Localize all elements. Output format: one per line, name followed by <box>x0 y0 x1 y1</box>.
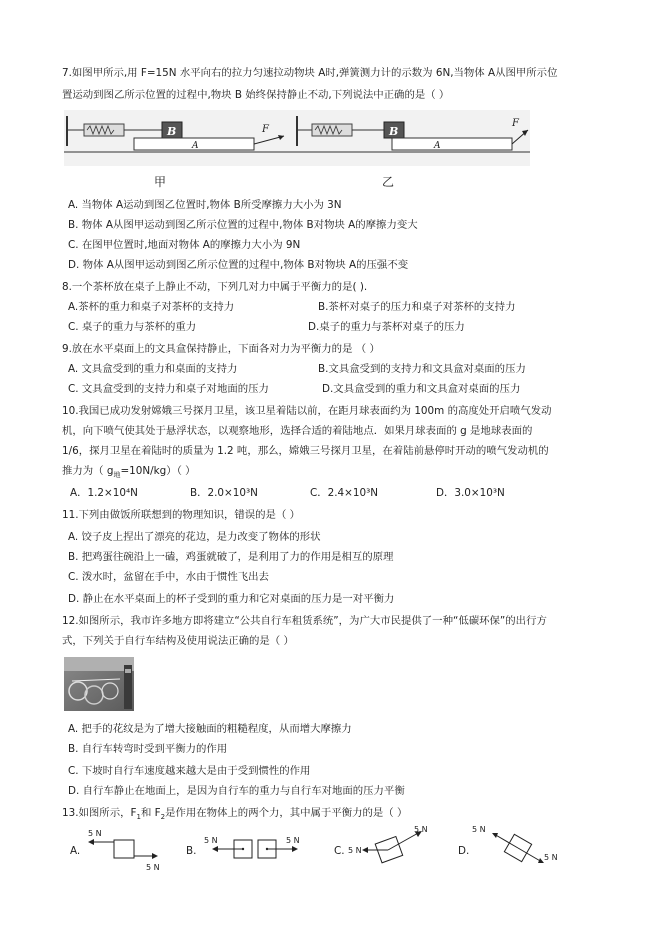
q10-stem-line1: 10.我国已成功发射嫦娥三号探月卫星，该卫星着陆以前，在距月球表面约为 100m 的高度处开启喷气发动 <box>62 405 552 417</box>
q7-stem-line1: 7.如图甲所示,用 F=15N 水平向右的拉力匀速拉动物块 A时,弹簧测力计的示数为 6N,当物体 A从图甲所示位 <box>62 67 558 79</box>
q13-d-label-right: 5 N <box>544 853 558 862</box>
q11-stem: 11.下列由做饭所联想到的物理知识，错误的是（ ） <box>62 509 301 521</box>
q8-option-c[interactable]: C. 桌子的重力与茶杯的重力 <box>68 321 197 333</box>
q13-option-b-diagram[interactable] <box>200 826 310 866</box>
q13-stem-sub1: 1 <box>136 813 141 822</box>
q13-c-label-right: 5 N <box>414 825 428 834</box>
q12-option-a[interactable]: A. 把手的花纹是为了增大接触面的粗糙程度，从而增大摩擦力 <box>68 723 352 735</box>
q7-figure <box>62 110 530 192</box>
q11-option-c[interactable]: C. 泼水时，盆留在手中，水由于惯性飞出去 <box>68 571 269 583</box>
q13-b-label-right: 5 N <box>286 836 300 845</box>
q13-option-c-letter[interactable]: C. <box>334 845 345 857</box>
q7-option-b[interactable]: B. 物体 A从图甲运动到图乙所示位置的过程中,物体 B对物块 A的摩擦力变大 <box>68 219 418 231</box>
q8-stem: 8.一个茶杯放在桌子上静止不动，下列几对力中属于平衡力的是( ). <box>62 281 368 293</box>
q13-b-label-left: 5 N <box>204 836 218 845</box>
q7-figure-label-yi: 乙 <box>382 175 395 189</box>
q9-option-c[interactable]: C. 文具盒受到的支持力和桌子对地面的压力 <box>68 383 269 395</box>
q12-option-d[interactable]: D. 自行车静止在地面上，是因为自行车的重力与自行车对地面的压力平衡 <box>68 785 405 797</box>
q13-option-c-diagram[interactable] <box>348 822 438 868</box>
q9-option-a[interactable]: A. 文具盒受到的重力和桌面的支持力 <box>68 363 238 375</box>
q13-option-a-letter[interactable]: A. <box>70 845 81 857</box>
q10-stem-line4 <box>62 464 196 482</box>
q12-option-c[interactable]: C. 下坡时自行车速度越来越大是由于受到惯性的作用 <box>68 765 311 777</box>
q7-block-b-left: B <box>167 125 177 138</box>
q9-option-b[interactable]: B.文具盒受到的支持力和文具盒对桌面的压力 <box>318 363 526 375</box>
q7-figure-left <box>64 110 294 166</box>
q7-option-d[interactable]: D. 物体 A从图甲运动到图乙所示位置的过程中,物体 B对物块 A的压强不变 <box>68 259 409 271</box>
q10-line4-b: =10N/kg）（ ） <box>120 465 196 477</box>
q7-figure-label-jia: 甲 <box>154 175 167 189</box>
q8-option-b[interactable]: B.茶杯对桌子的压力和桌子对茶杯的支持力 <box>318 301 516 313</box>
q13-a-label-left: 5 N <box>88 829 102 838</box>
q13-stem-b: 和 F <box>140 807 161 819</box>
q12-stem-line1: 12.如图所示，我市许多地方即将建立“公共自行车租赁系统”，为广大市民提供了一种“低碳环保”的出行方 <box>62 615 547 627</box>
q12-bicycle-photo <box>64 657 134 711</box>
q13-d-label-left: 5 N <box>472 825 486 834</box>
q7-option-c[interactable]: C. 在图甲位置时,地面对物体 A的摩擦力大小为 9N <box>68 239 301 251</box>
q7-block-a-right: A <box>434 141 441 151</box>
q13-option-d-letter[interactable]: D. <box>458 845 470 857</box>
q12-stem-line2: 式，下列关于自行车结构及使用说法正确的是（ ） <box>62 635 294 647</box>
q7-option-a[interactable]: A. 当物体 A运动到图乙位置时,物体 B所受摩擦力大小为 3N <box>68 199 342 211</box>
q13-stem-c: 是作用在物体上的两个力，其中属于平衡力的是（ ） <box>165 807 408 819</box>
q10-line4-sub: 地 <box>113 471 121 480</box>
q13-a-label-right: 5 N <box>146 863 160 872</box>
q9-option-d[interactable]: D.文具盒受到的重力和文具盒对桌面的压力 <box>322 383 521 395</box>
q10-option-b[interactable]: B．2.0×10³N <box>190 487 258 499</box>
q13-c-label-left: 5 N <box>348 846 362 855</box>
q8-option-d[interactable]: D.桌子的重力与茶杯对桌子的压力 <box>308 321 465 333</box>
q10-stem-line3: 1/6，探月卫星在着陆时的质量为 1.2 吨，那么，嫦娥三号探月卫星，在着陆前悬停时开动的喷气发动机的 <box>62 445 549 457</box>
q9-stem: 9.放在水平桌面上的文具盒保持静止，下面各对力为平衡力的是 （ ） <box>62 343 380 355</box>
q7-block-a-left: A <box>192 141 199 151</box>
q7-force-f-left: F <box>262 124 269 135</box>
q11-option-a[interactable]: A. 饺子皮上捏出了漂亮的花边，是力改变了物体的形状 <box>68 531 321 543</box>
q7-stem-line2: 置运动到图乙所示位置的过程中,物块 B 始终保持静止不动,下列说法中正确的是（ ） <box>62 89 450 101</box>
q13-option-d-diagram[interactable] <box>470 822 570 870</box>
q10-option-a[interactable]: A．1.2×10⁴N <box>70 487 138 499</box>
q7-figure-right <box>294 110 530 166</box>
q7-force-f-right: F <box>512 118 519 129</box>
q13-stem-a: 13.如图所示，F <box>62 807 137 819</box>
q11-option-d[interactable]: D. 静止在水平桌面上的杯子受到的重力和它对桌面的压力是一对平衡力 <box>68 593 395 605</box>
q13-stem-sub2: 2 <box>160 813 166 822</box>
q12-option-b[interactable]: B. 自行车转弯时受到平衡力的作用 <box>68 743 228 755</box>
q8-option-a[interactable]: A.茶杯的重力和桌子对茶杯的支持力 <box>68 301 235 313</box>
q13-option-b-letter[interactable]: B. <box>186 845 197 857</box>
q10-option-c[interactable]: C．2.4×10³N <box>310 487 379 499</box>
q10-stem-line2: 机，向下喷气使其处于悬浮状态，以观察地形，选择合适的着陆地点．如果月球表面的 g 是地球表面的 <box>62 425 533 437</box>
q13-option-a-diagram[interactable] <box>86 826 182 874</box>
q10-option-d[interactable]: D．3.0×10³N <box>436 487 505 499</box>
q10-line4-a: 推力为（ g <box>62 465 114 477</box>
q7-block-b-right: B <box>389 125 399 138</box>
q11-option-b[interactable]: B. 把鸡蛋往碗沿上一磕，鸡蛋就破了，是利用了力的作用是相互的原理 <box>68 551 394 563</box>
